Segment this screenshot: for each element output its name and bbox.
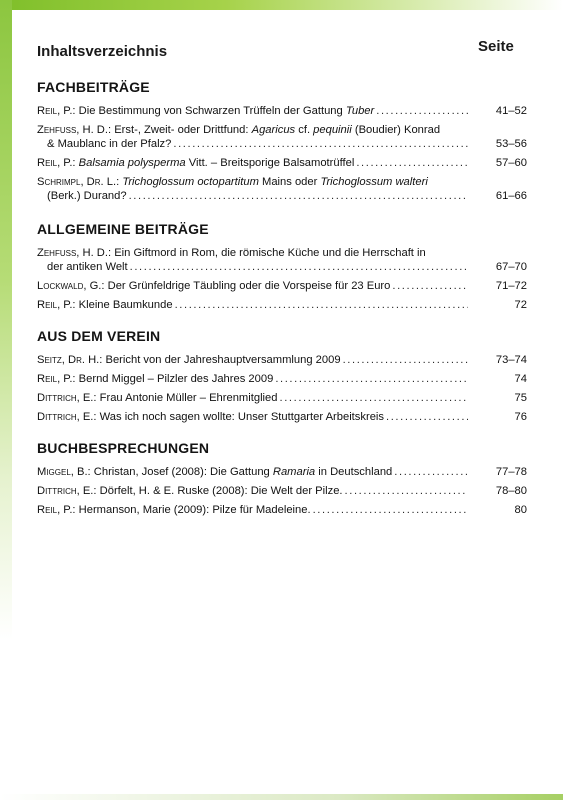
toc-entry <box>37 484 527 498</box>
page-column-heading: Seite <box>478 38 514 55</box>
toc-entry <box>37 391 527 405</box>
toc-author: Zehfuß, H. D.: <box>37 247 112 259</box>
toc-title-segment: (Boudier) Konrad <box>351 124 441 136</box>
toc-entry <box>37 298 527 312</box>
toc-page-range: 71–72 <box>495 280 527 292</box>
toc-title-segment: Christan, Josef (2008): Die Gattung <box>93 466 273 478</box>
section-aus-dem-verein <box>37 328 527 429</box>
toc-entry <box>37 104 527 118</box>
toc-entry-title <box>37 465 392 479</box>
toc-entry-line <box>37 137 472 151</box>
toc-entry-text <box>37 372 472 386</box>
toc-title-segment: Mains oder <box>258 176 321 188</box>
toc-taxon-italic: Trichoglossum octopartitum <box>122 176 259 188</box>
toc-author: Lockwald, G.: <box>37 280 105 292</box>
dot-leader <box>394 465 468 479</box>
toc-author: Dittrich, E.: <box>37 411 97 423</box>
section-heading: ALLGEMEINE BEITRÄGE <box>37 221 209 237</box>
dot-leader <box>345 484 468 498</box>
toc-entry-line <box>37 503 472 517</box>
toc-entry-title <box>37 353 341 367</box>
toc-page-range: 75 <box>514 392 527 404</box>
toc-entry <box>37 279 527 293</box>
toc-entry-title <box>37 484 343 498</box>
toc-entry-text <box>37 503 472 517</box>
dot-leader <box>343 353 468 367</box>
dot-leader <box>356 156 468 170</box>
toc-author: Schrimpl, Dr. L.: <box>37 176 120 188</box>
toc-page-range: 53–56 <box>495 138 527 150</box>
toc-title-segment: in Deutschland <box>315 466 393 478</box>
dot-leader <box>175 298 468 312</box>
toc-author: Reil, P.: <box>37 157 76 169</box>
dot-leader <box>392 279 468 293</box>
toc-entry-line <box>37 104 472 118</box>
toc-entry <box>37 246 527 274</box>
toc-entry-line <box>37 484 472 498</box>
toc-entry-title <box>37 298 173 312</box>
toc-page-range: 57–60 <box>495 157 527 169</box>
toc-entry-title <box>37 279 390 293</box>
toc-title-segment: Frau Antonie Müller – Ehrenmitglied <box>99 392 278 404</box>
toc-entry-title <box>37 175 428 189</box>
dot-leader <box>376 104 468 118</box>
toc-entry-title <box>37 246 426 260</box>
toc-entry-text <box>37 123 472 151</box>
toc-entry <box>37 465 527 479</box>
section-allgemeine-beitraege <box>37 221 527 317</box>
toc-author: Zehfuß, H. D.: <box>37 124 112 136</box>
toc-author: Reil, P.: <box>37 504 76 516</box>
toc-entry-line <box>37 391 472 405</box>
toc-title-segment: (Berk.) Durand? <box>47 190 127 202</box>
section-buchbesprechungen <box>37 440 527 522</box>
toc-taxon-italic: Balsamia polysperma <box>78 157 186 169</box>
toc-page-range: 76 <box>514 411 527 423</box>
bottom-green-band <box>0 794 563 800</box>
toc-title-segment: der antiken Welt <box>47 261 128 273</box>
toc-entry-text <box>37 156 472 170</box>
toc-taxon-italic: pequinii <box>313 124 352 136</box>
toc-author: Reil, P.: <box>37 299 76 311</box>
toc-page-range: 41–52 <box>495 105 527 117</box>
toc-title-segment: cf. <box>295 124 314 136</box>
toc-entry-title <box>37 123 440 137</box>
toc-entry <box>37 353 527 367</box>
toc-title-segment: Hermanson, Marie (2009): Pilze für Madeleine. <box>78 504 311 516</box>
toc-title-segment: Der Grünfeldrige Täubling oder die Vorspeise für 23 Euro <box>107 280 391 292</box>
left-green-band <box>0 0 12 800</box>
dot-leader <box>173 137 468 151</box>
toc-entry-text <box>37 298 472 312</box>
toc-author: Dittrich, E.: <box>37 485 97 497</box>
toc-entry-title <box>37 104 374 118</box>
toc-page-range: 61–66 <box>495 190 527 202</box>
toc-entry <box>37 410 527 424</box>
toc-entry-title <box>37 372 273 386</box>
toc-entry-line <box>37 298 472 312</box>
toc-page-range: 72 <box>514 299 527 311</box>
toc-entry-line <box>37 175 472 189</box>
toc-page-range: 73–74 <box>495 354 527 366</box>
toc-title-segment: Ein Giftmord in Rom, die römische Küche und die Herrschaft in <box>114 247 426 259</box>
section-heading: BUCHBESPRECHUNGEN <box>37 440 210 456</box>
toc-taxon-italic: Agaricus <box>251 124 296 136</box>
toc-title-segment: Dörfelt, H. & E. Ruske (2008): Die Welt der Pilze. <box>99 485 343 497</box>
toc-entry-text <box>37 465 472 479</box>
toc-entry <box>37 503 527 517</box>
toc-entry-line <box>37 279 472 293</box>
toc-entry-text <box>37 410 472 424</box>
toc-entry-title <box>47 260 128 274</box>
toc-title-segment: Vitt. – Breitsporige Balsamotrüffel <box>185 157 355 169</box>
dot-leader <box>386 410 468 424</box>
toc-entry-title <box>37 156 354 170</box>
top-green-band <box>0 0 563 10</box>
toc-entry-line <box>37 189 472 203</box>
toc-entry-text <box>37 353 472 367</box>
toc-entry <box>37 175 527 203</box>
toc-entry-title <box>37 410 384 424</box>
toc-entry-text <box>37 484 472 498</box>
toc-entry-line <box>37 246 472 260</box>
toc-title-segment: Bernd Miggel – Pilzler des Jahres 2009 <box>78 373 274 385</box>
toc-author: Dittrich, E.: <box>37 392 97 404</box>
toc-taxon-italic: Trichoglossum walteri <box>320 176 428 188</box>
toc-entry-text <box>37 279 472 293</box>
toc-page-range: 80 <box>514 504 527 516</box>
toc-page-range: 78–80 <box>495 485 527 497</box>
toc-entry-line <box>37 156 472 170</box>
dot-leader <box>130 260 468 274</box>
dot-leader <box>280 391 469 405</box>
toc-entry-title <box>37 391 278 405</box>
toc-entry-text <box>37 246 472 274</box>
toc-title-segment: Kleine Baumkunde <box>78 299 173 311</box>
toc-author: Reil, P.: <box>37 105 76 117</box>
toc-title-segment: & Maublanc in der Pfalz? <box>47 138 172 150</box>
toc-title-segment: Was ich noch sagen wollte: Unser Stuttgarter Arbeitskreis <box>99 411 385 423</box>
toc-entry <box>37 372 527 386</box>
dot-leader <box>313 503 468 517</box>
toc-entry-line <box>37 260 472 274</box>
toc-entry-line <box>37 410 472 424</box>
toc-author: Miggel, B.: <box>37 466 91 478</box>
toc-entry-line <box>37 353 472 367</box>
toc-taxon-italic: Tuber <box>345 105 375 117</box>
toc-taxon-italic: Ramaria <box>272 466 316 478</box>
page-title: Inhaltsverzeichnis <box>37 43 168 60</box>
section-heading: FACHBEITRÄGE <box>37 79 150 95</box>
toc-entry-title <box>37 503 311 517</box>
toc-page-range: 74 <box>514 373 527 385</box>
section-fachbeitraege <box>37 79 527 208</box>
toc-entry <box>37 123 527 151</box>
toc-author: Reil, P.: <box>37 373 76 385</box>
toc-entry-line <box>37 123 472 137</box>
toc-entry-text <box>37 175 472 203</box>
toc-entry-title <box>47 137 171 151</box>
toc-author: Seitz, Dr. H.: <box>37 354 103 366</box>
toc-entry-line <box>37 465 472 479</box>
toc-entry-text <box>37 391 472 405</box>
toc-entry <box>37 156 527 170</box>
toc-page-range: 77–78 <box>495 466 527 478</box>
toc-entry-title <box>47 189 127 203</box>
toc-entry-text <box>37 104 472 118</box>
toc-page-range: 67–70 <box>495 261 527 273</box>
dot-leader <box>129 189 468 203</box>
dot-leader <box>275 372 468 386</box>
section-heading: AUS DEM VEREIN <box>37 328 161 344</box>
toc-title-segment: Erst-, Zweit- oder Drittfund: <box>114 124 252 136</box>
toc-entry-line <box>37 372 472 386</box>
toc-title-segment: Die Bestimmung von Schwarzen Trüffeln der Gattung <box>78 105 346 117</box>
toc-title-segment: Bericht von der Jahreshauptversammlung 2009 <box>105 354 341 366</box>
